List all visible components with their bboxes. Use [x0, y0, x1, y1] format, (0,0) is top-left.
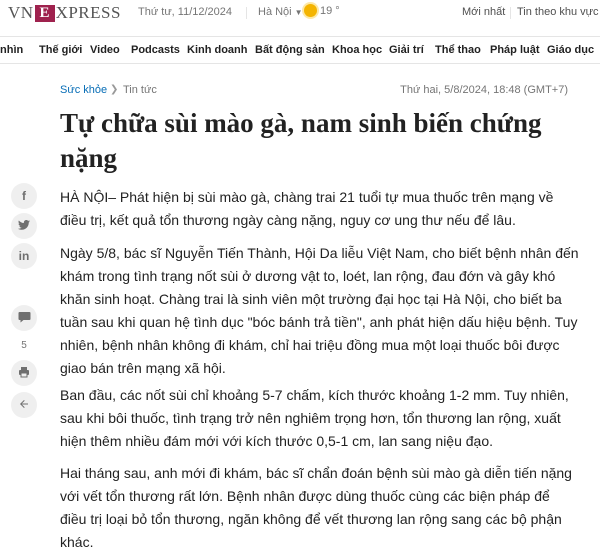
arrow-left-icon [18, 398, 30, 413]
lead-location: HÀ NỘI [60, 189, 109, 205]
logo-left-text: VN [8, 3, 34, 22]
linkedin-share-button[interactable] [11, 243, 37, 269]
divider [510, 7, 511, 19]
top-bar [0, 0, 600, 26]
back-button[interactable] [11, 392, 37, 418]
nav-item-giai-tri[interactable]: Giải trí [389, 44, 424, 56]
nav-item-thoi-su[interactable]: nhìn [0, 44, 24, 56]
facebook-icon: f [22, 189, 26, 203]
nav-item-giao-duc[interactable]: Giáo dục [547, 44, 595, 56]
article-paragraph: Hai tháng sau, anh mới đi khám, bác sĩ chẩn đoán bệnh sùi mào gà diễn tiến nặng với vết tổn thương rất lớn. Bệnh nhân được dùng thuốc cùng các biện pháp để điều trị loại bỏ tổn thương, ngăn không để vết thương lan rộng sang các bộ phận khác. [60, 465, 572, 550]
twitter-icon [18, 219, 30, 233]
site-logo[interactable] [8, 3, 121, 23]
weather-widget [304, 4, 340, 17]
divider [246, 7, 247, 19]
nav-item-the-thao[interactable]: Thể thao [435, 44, 481, 56]
nav-item-podcasts[interactable]: Podcasts [131, 44, 180, 56]
nav-item-bat-dong-san[interactable]: Bất động sản [255, 44, 325, 56]
temperature: 19 ° [320, 4, 340, 17]
facebook-share-button[interactable] [11, 183, 37, 209]
print-button[interactable] [11, 360, 37, 386]
current-date: Thứ tư, 11/12/2024 [138, 6, 233, 18]
breadcrumb-category[interactable]: Sức khỏe [60, 84, 108, 96]
comment-icon [18, 311, 31, 326]
chevron-down-icon: ▼ [294, 7, 303, 17]
sun-icon [304, 4, 317, 17]
article-paragraph: Ban đầu, các nốt sùi chỉ khoảng 5-7 chấm, kích thước khoảng 1-2 mm. Tuy nhiên, sau khi bôi thuốc, tình trạng trở nên nghiêm trọng hơn, tổn thương lan rộng, xuất hiện thêm nhiều đám mới với kích thước 0,5-1 cm, lan sang niệu đạo. [60, 387, 569, 449]
logo-right-text: XPRESS [55, 3, 121, 22]
nav-item-khoa-hoc[interactable]: Khoa học [332, 44, 383, 56]
nav-item-kinh-doanh[interactable]: Kinh doanh [187, 44, 248, 56]
comment-button[interactable] [11, 305, 37, 331]
main-nav [0, 36, 600, 64]
print-icon [18, 366, 30, 381]
lead-text: – Phát hiện bị sùi mào gà, chàng trai 21 tuổi tự mua thuốc trên mạng về điều trị, kết quả tổn thương ngày càng nặng, nguy cơ ung thư nếu để lâu. [60, 189, 554, 228]
location-label: Hà Nội [258, 6, 292, 18]
regional-news-link[interactable]: Tin theo khu vực [517, 6, 599, 18]
nav-item-phap-luat[interactable]: Pháp luật [490, 44, 540, 56]
breadcrumb-subcategory[interactable]: Tin tức [123, 84, 157, 96]
comment-count: 5 [21, 340, 27, 351]
article-title: Tự chữa sùi mào gà, nam sinh biến chứng nặng [60, 108, 542, 173]
nav-item-video[interactable]: Video [90, 44, 120, 56]
publish-date: Thứ hai, 5/8/2024, 18:48 (GMT+7) [400, 84, 568, 96]
latest-news-link[interactable]: Mới nhất [462, 6, 506, 18]
twitter-share-button[interactable] [11, 213, 37, 239]
chevron-right-icon: ❯ [110, 84, 119, 95]
article-paragraph: Ngày 5/8, bác sĩ Nguyễn Tiến Thành, Hội Da liễu Việt Nam, cho biết bệnh nhân đến khám trong tình trạng nốt sùi ở dương vật to, loét, lan rộng, đau đớn và gây khó khăn sinh hoạt. Chàng trai là sinh viên một trường đại học tại Hà Nội, cho biết ba tuần sau khi quan hệ tình dục "bóc bánh trả tiền", anh phát hiện dấu hiệu bệnh. Tuy nhiên, bệnh nhân không đi khám, chỉ hai triệu đồng mua một loại thuốc bôi được giao bán trên mạng xã hội. [60, 245, 579, 376]
location-selector[interactable] [258, 6, 303, 18]
logo-box: E [35, 5, 55, 22]
nav-item-the-gioi[interactable]: Thế giới [39, 44, 83, 56]
linkedin-icon: in [18, 249, 30, 263]
article-lead [60, 186, 580, 232]
